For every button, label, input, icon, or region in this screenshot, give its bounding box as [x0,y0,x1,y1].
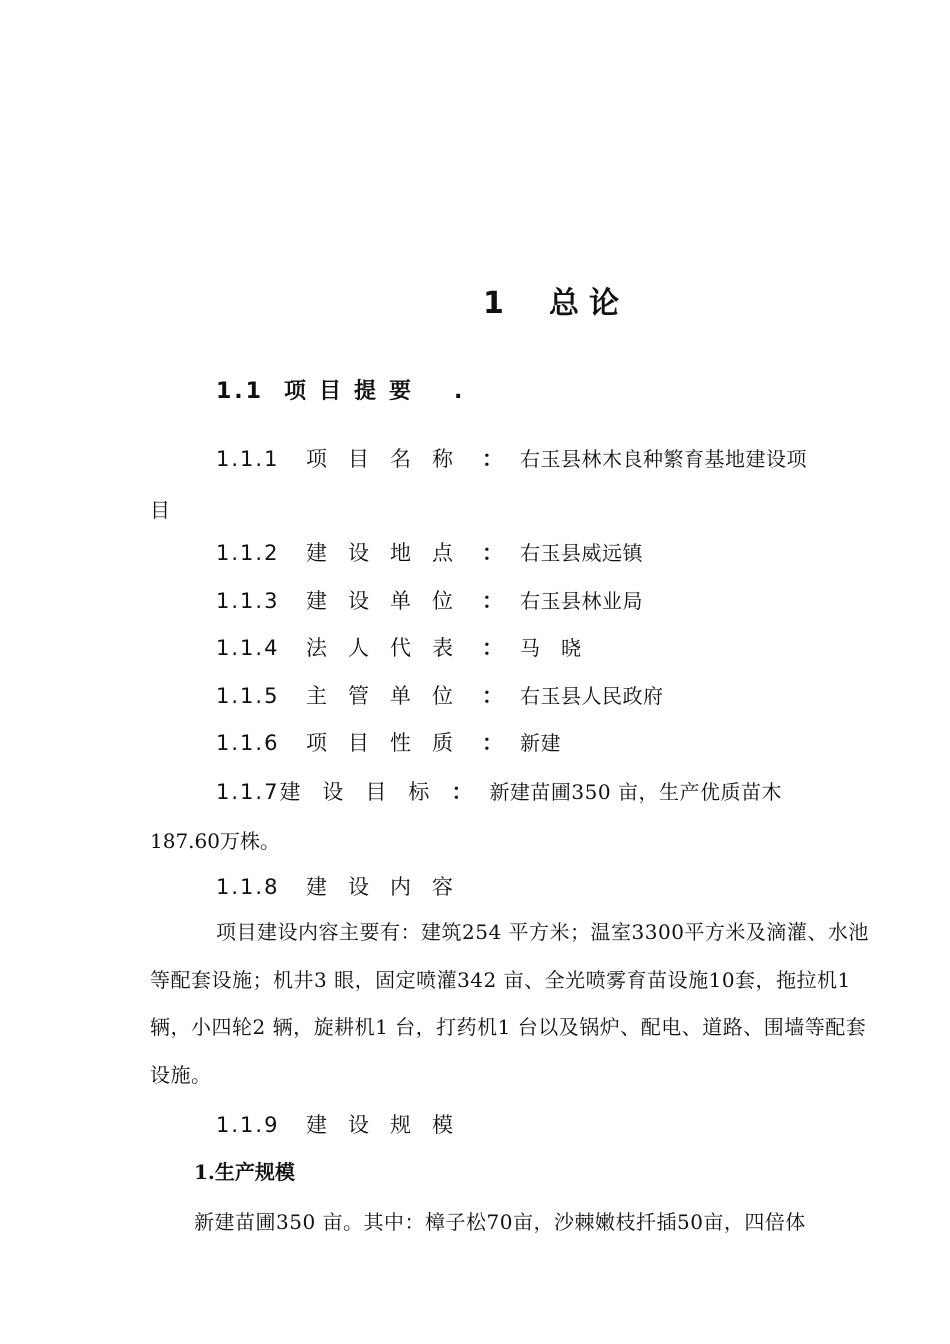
item-number: 1.1.5 [216,684,280,708]
item-title: 建设内容 [306,875,474,899]
item-label: 法人代表 [306,636,474,660]
item-1-1-5 [216,680,664,712]
item-1-1-1-continuation: 目 [150,498,170,522]
item-number: 1.1.3 [216,589,280,613]
item-value: 新建 [520,731,561,755]
item-1-1-6 [216,727,561,759]
item-1-1-9 [216,1109,474,1139]
item-value: 右玉县威远镇 [520,541,643,565]
item-value: 新建苗圃350 亩，生产优质苗木 [489,780,782,804]
chapter-number: 1 [483,286,506,321]
section-trailing-mark: . [454,379,463,404]
section-title: 项目提要 [284,379,425,404]
section-heading [216,374,462,405]
item-colon: ： [482,446,503,471]
item-1-1-3 [216,585,643,617]
item-label: 项目性质 [306,731,474,755]
item-number: 1.1.8 [216,875,280,899]
item-label: 项目名称 [306,447,474,471]
item-1-1-7-continuation: 187.60万株。 [150,829,280,853]
item-colon: ： [482,588,503,613]
section-number: 1.1 [216,379,264,404]
production-scale-text: 新建苗圃350 亩。其中：樟子松70亩，沙棘嫩枝扦插50亩，四倍体 [194,1210,806,1234]
item-number: 1.1.9 [216,1113,280,1137]
item-1-1-8 [216,871,474,901]
production-scale-heading: 1.生产规模 [194,1160,295,1184]
item-number: 1.1.6 [216,731,280,755]
item-label: 建设地点 [306,541,474,565]
item-number: 1.1.4 [216,636,280,660]
item-value: 马 晓 [520,636,582,660]
content-paragraph: 项目建设内容主要有：建筑254 平方米；温室3300平方米及滴灌、水池等配套设施；机井3 眼，固定喷灌342 亩、全光喷雾育苗设施10套，拖拉机1 辆，小四轮2 辆，旋耕机1 台，打药机1 台以及锅炉、配电、道路、围墙等配套设施。 [150,920,869,1087]
item-number: 1.1.1 [216,447,280,471]
item-1-1-2 [216,537,643,569]
item-value: 右玉县人民政府 [520,684,664,708]
item-number: 1.1.2 [216,541,280,565]
item-value: 右玉县林木良种繁育基地建设项 [520,447,807,471]
item-label: 建设目标 [279,780,452,804]
chapter-heading [483,278,629,322]
item-colon: ： [451,779,473,804]
item-label: 建设单位 [306,589,474,613]
item-colon: ： [482,540,503,565]
item-1-1-7 [216,776,782,808]
item-label: 主管单位 [306,684,474,708]
chapter-title: 总论 [549,286,629,321]
item-1-1-1 [216,443,807,475]
item-number: 1.1.7 [216,780,280,804]
item-title: 建设规模 [306,1113,474,1137]
item-colon: ： [482,635,503,660]
item-colon: ： [482,730,503,755]
item-value: 右玉县林业局 [520,589,643,613]
item-1-1-4 [216,632,582,664]
item-colon: ： [482,683,503,708]
